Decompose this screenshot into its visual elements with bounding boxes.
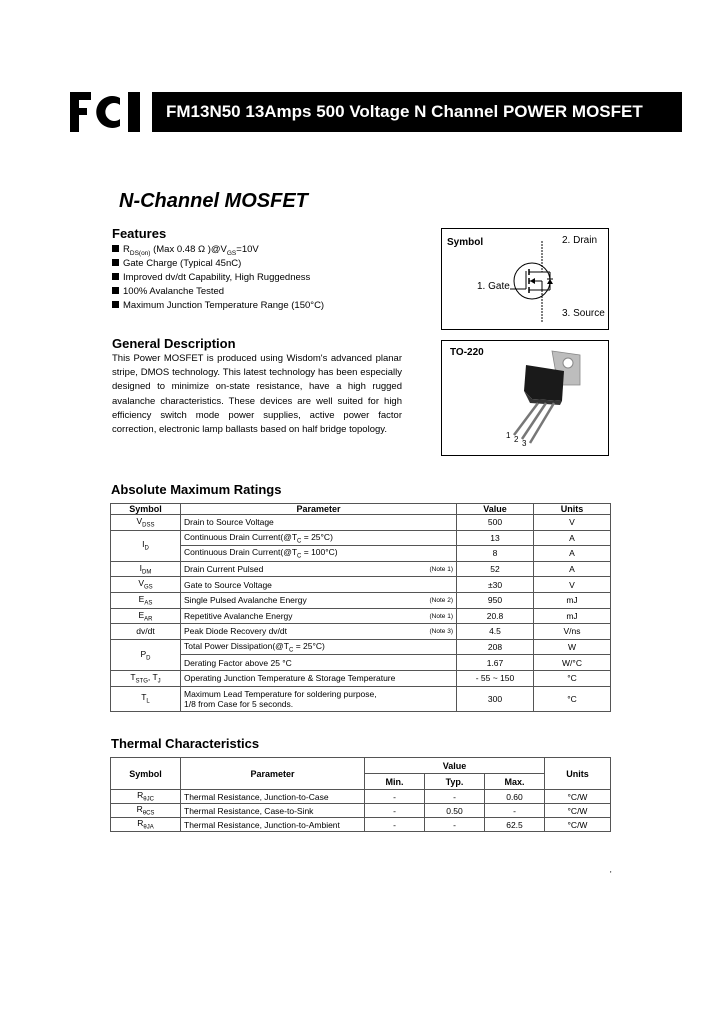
parameter-cell: Thermal Resistance, Junction-to-Ambient <box>181 818 365 832</box>
column-header: Min. <box>365 774 425 790</box>
typ-cell: - <box>425 818 485 832</box>
column-header: Parameter <box>181 504 457 515</box>
feature-item: Improved dv/dt Capability, High Ruggedness <box>112 271 324 285</box>
table-header-row <box>111 504 611 515</box>
mosfet-symbol-icon <box>502 237 562 325</box>
parameter-cell: Total Power $Dissipation(@T_C = 25^\circ C)$ <box>181 639 457 655</box>
note-ref: (Note 2) <box>429 597 453 605</box>
column-header: Value <box>365 758 545 774</box>
value-cell: 1.67 <box>457 655 534 671</box>
table-row <box>111 686 611 711</box>
table-row <box>111 561 611 577</box>
pin-3-label: 3 <box>522 439 527 448</box>
value-cell: 8 <box>457 546 534 562</box>
parameter-cell: Operating Junction Temperature & Storage Temperature <box>181 670 457 686</box>
general-description-text: This Power MOSFET is produced using Wisdom's advanced planar stripe, DMOS technology. This latest technology has been especially designed to minimize on-state resistance, have a high rugged avalanche characteristics. These devices are well suited for high efficiency switch mode power supplies, active power factor correction, electronic lamp ballasts based on half bridge topology. <box>112 353 402 436</box>
column-header: Symbol <box>111 758 181 790</box>
value-cell: - 55 ~ 150 <box>457 670 534 686</box>
max-cell: 0.60 <box>485 790 545 804</box>
column-header: Parameter <box>181 758 365 790</box>
symbol-cell: $R_{\theta JA}$ <box>111 818 181 832</box>
table-row <box>111 639 611 655</box>
parameter-cell: Drain to Source Voltage <box>181 515 457 531</box>
bullet-icon <box>112 259 119 266</box>
value-cell: ±30 <box>457 577 534 593</box>
parameter-cell: Single Pulsed Avalanche Energy (Note 2) <box>181 592 457 608</box>
absolute-max-ratings-table <box>110 503 611 712</box>
pin-2-label: 2 <box>514 435 519 444</box>
min-cell: - <box>365 790 425 804</box>
symbol-box <box>441 228 609 330</box>
feature-item: 100% Avalanche Tested <box>112 285 324 299</box>
unit-cell: V <box>534 515 611 531</box>
feature-item: $R_{DS(on)}$ (Max 0.48 Ω )$@V_{GS}=10V$ <box>112 243 324 257</box>
column-header: Symbol <box>111 504 181 515</box>
max-cell: - <box>485 804 545 818</box>
column-header: Typ. <box>425 774 485 790</box>
unit-cell: W/°C <box>534 655 611 671</box>
typ-cell: 0.50 <box>425 804 485 818</box>
parameter-cell: Gate to Source Voltage <box>181 577 457 593</box>
typ-cell: - <box>425 790 485 804</box>
table-row <box>111 530 611 546</box>
bullet-icon <box>112 287 119 294</box>
min-cell: - <box>365 818 425 832</box>
column-header: Units <box>534 504 611 515</box>
symbol-cell: $R_{\theta JC}$ <box>111 790 181 804</box>
absolute-max-ratings-heading: Absolute Maximum Ratings <box>111 482 282 497</box>
unit-cell: mJ <box>534 608 611 624</box>
symbol-cell: $T_{STG}$, $T_J$ <box>111 670 181 686</box>
unit-cell: W <box>534 639 611 655</box>
note-ref: (Note 1) <box>429 612 453 620</box>
feature-item: Gate Charge (Typical 45nC) <box>112 257 324 271</box>
unit-cell: mJ <box>534 592 611 608</box>
symbol-cell: $R_{\theta CS}$ <box>111 804 181 818</box>
bullet-icon <box>112 273 119 280</box>
unit-cell: A <box>534 530 611 546</box>
note-ref: (Note 3) <box>429 628 453 636</box>
features-heading: Features <box>112 226 167 241</box>
unit-cell: °C/W <box>545 818 611 832</box>
table-row <box>111 592 611 608</box>
unit-cell: A <box>534 561 611 577</box>
table-header-row <box>111 758 611 774</box>
value-cell: 13 <box>457 530 534 546</box>
thermal-characteristics-table <box>110 757 611 832</box>
parameter-cell: Peak Diode Recovery dv/dt (Note 3) <box>181 624 457 640</box>
unit-cell: V/ns <box>534 624 611 640</box>
bullet-icon <box>112 245 119 252</box>
value-cell: 300 <box>457 686 534 711</box>
symbol-cell: $T_L$ <box>111 686 181 711</box>
package-box <box>441 340 609 456</box>
main-heading: N-Channel MOSFET <box>119 190 308 212</box>
general-description-heading: General Description <box>112 336 236 351</box>
table-row <box>111 818 611 832</box>
min-cell: - <box>365 804 425 818</box>
table-row <box>111 577 611 593</box>
symbol-cell: $E_{AS}$ <box>111 592 181 608</box>
value-cell: 950 <box>457 592 534 608</box>
symbol-cell: $I_{DM}$ <box>111 561 181 577</box>
stray-mark: ' <box>610 870 612 879</box>
parameter-cell: Thermal Resistance, Junction-to-Case <box>181 790 365 804</box>
document-title: FM13N50 13Amps 500 Voltage N Channel POWER MOSFET <box>152 92 682 132</box>
table-row <box>111 608 611 624</box>
bullet-icon <box>112 301 119 308</box>
thermal-characteristics-heading: Thermal Characteristics <box>111 736 260 751</box>
table-row <box>111 515 611 531</box>
symbol-cell: $V_{DSS}$ <box>111 515 181 531</box>
parameter-cell: Maximum Lead Temperature for soldering purpose, 1/8 from Case for 5 seconds. <box>181 686 457 711</box>
symbol-cell: $P_D$ <box>111 639 181 670</box>
table-row <box>111 804 611 818</box>
parameter-cell: Continuous Drain $Current(@T_C = 25^\circ C)$ <box>181 530 457 546</box>
max-cell: 62.5 <box>485 818 545 832</box>
table-row <box>111 546 611 562</box>
value-cell: 52 <box>457 561 534 577</box>
symbol-cell: $V_{GS}$ <box>111 577 181 593</box>
unit-cell: °C <box>534 686 611 711</box>
source-label: 3. Source <box>562 308 605 319</box>
package-title: TO-220 <box>450 347 484 358</box>
symbol-cell: dv/dt <box>111 624 181 640</box>
value-cell: 500 <box>457 515 534 531</box>
note-ref: (Note 1) <box>429 566 453 574</box>
feature-item: Maximum Junction Temperature Range (150°C) <box>112 299 324 313</box>
parameter-cell: Drain Current Pulsed (Note 1) <box>181 561 457 577</box>
value-cell: 20.8 <box>457 608 534 624</box>
parameter-cell: Thermal Resistance, Case-to-Sink <box>181 804 365 818</box>
value-cell: 208 <box>457 639 534 655</box>
symbol-cell: $I_D$ <box>111 530 181 561</box>
pin-1-label: 1 <box>506 431 511 440</box>
unit-cell: A <box>534 546 611 562</box>
unit-cell: °C <box>534 670 611 686</box>
value-cell: 4.5 <box>457 624 534 640</box>
symbol-cell: $E_{AR}$ <box>111 608 181 624</box>
column-header: Value <box>457 504 534 515</box>
features-list <box>112 243 324 313</box>
gate-label: 1. Gate <box>477 281 510 292</box>
unit-cell: °C/W <box>545 804 611 818</box>
parameter-cell: Derating Factor above 25 °C <box>181 655 457 671</box>
parameter-cell: Continuous Drain $Current(@T_C = 100^\circ C)$ <box>181 546 457 562</box>
table-row <box>111 655 611 671</box>
drain-label: 2. Drain <box>562 235 598 246</box>
unit-cell: °C/W <box>545 790 611 804</box>
parameter-cell: Repetitive Avalanche Energy (Note 1) <box>181 608 457 624</box>
table-row <box>111 624 611 640</box>
table-row <box>111 790 611 804</box>
symbol-title: Symbol <box>447 237 484 248</box>
unit-cell: V <box>534 577 611 593</box>
column-header: Units <box>545 758 611 790</box>
table-row <box>111 670 611 686</box>
fci-logo <box>70 92 142 132</box>
column-header: Max. <box>485 774 545 790</box>
